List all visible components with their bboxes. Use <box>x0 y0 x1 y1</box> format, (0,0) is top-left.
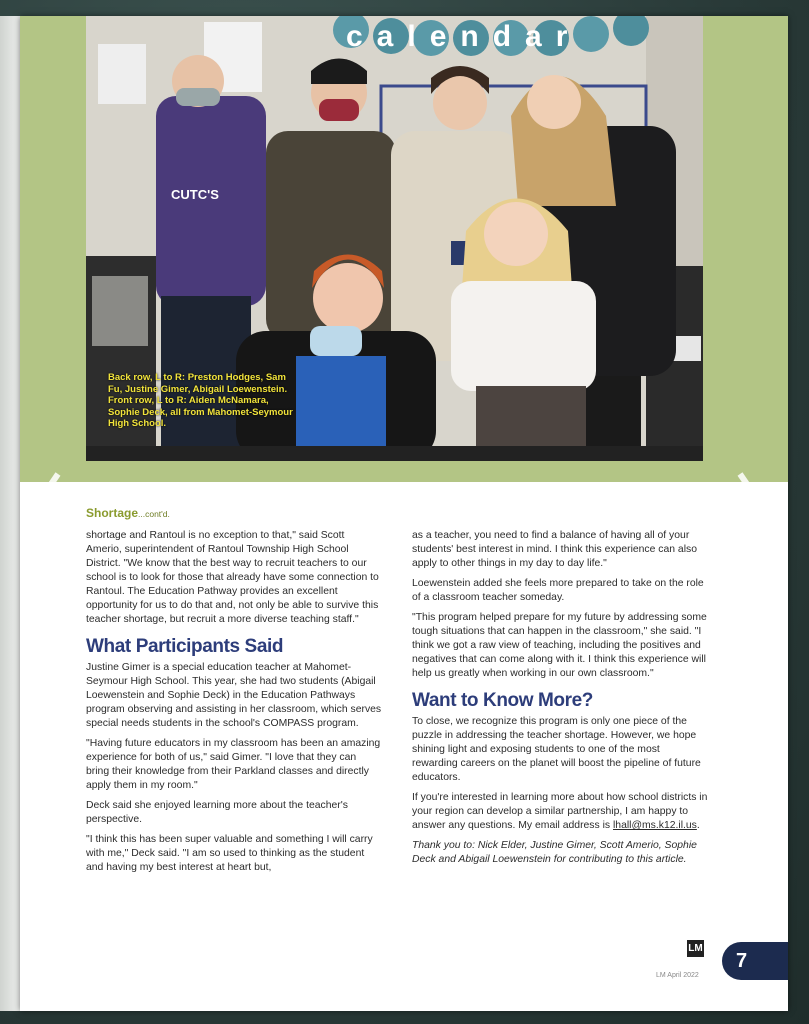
left-paragraph-2: Justine Gimer is a special education teacher at Mahomet-Seymour High School. This year, she had two students (Abigail Loewenstein and Sophie Deck) in the Education Pathways program observing and assisting in her classroom, which serves special needs students in the school's COMPASS program. <box>86 662 382 729</box>
lm-logo: LM <box>687 940 704 957</box>
right-paragraph-5 <box>412 791 708 833</box>
email-link[interactable]: lhall@ms.k12.il.us <box>612 820 697 831</box>
right-paragraph-2: Loewenstein added she feels more prepared to take on the role of a classroom teacher someday. <box>412 578 704 603</box>
left-paragraph-5: "I think this has been super valuable and something I will carry with me," Deck said. "I am so used to thinking as the student and having my best interest at heart but, <box>86 834 373 873</box>
contact-end: . <box>696 820 700 831</box>
contact-text: If you're interested in learning more about how school districts in your region can develop a similar partnership, I am happy to answer any questions. My email address is <box>412 792 708 831</box>
section-title: Shortage <box>86 506 139 520</box>
next-page-arrow-icon[interactable] <box>734 470 774 560</box>
group-photo <box>86 16 703 461</box>
issue-label: LM April 2022 <box>656 972 699 979</box>
page-number-tab: 7 <box>722 942 788 980</box>
right-paragraph-1: as a teacher, you need to find a balance of having all of your students' best interest in mind. I think this experience can also apply to other things in my day to day life." <box>412 530 697 569</box>
left-column <box>86 529 382 881</box>
left-paragraph-4: Deck said she enjoyed learning more about the teacher's perspective. <box>86 800 348 825</box>
section-label <box>86 506 170 520</box>
right-column <box>412 529 708 873</box>
left-paragraph-1: shortage and Rantoul is no exception to that," said Scott Amerio, superintendent of Rantoul Township High School District. "We know that the best way to recruit teachers to our school is to look for those that already have some connection to Rantoul. The Education Pathway provides an excellent opportunity for us to do that and, not only be able to survive this teacher shortage, but recruit a more diverse teaching staff." <box>86 530 379 625</box>
heading-know-more: Want to Know More? <box>412 690 594 711</box>
header-band <box>20 16 788 482</box>
svg-text:CUTC'S: CUTC'S <box>171 187 219 202</box>
magazine-page <box>20 16 788 1011</box>
left-paragraph-3: "Having future educators in my classroom has been an amazing experience for both of us," said Gimer. "I love that they can bring their knowledge from their Parkland classes and directly apply them in my room." <box>86 738 381 791</box>
thanks-note: Thank you to: Nick Elder, Justine Gimer, Scott Amerio, Sophie Deck and Abigail Loewenstein for contributing to this article. <box>412 840 697 865</box>
photo-caption: Back row, L to R: Preston Hodges, Sam Fu, Justine Gimer, Abigail Loewenstein. Front row, L to R: Aiden McNamara, Sophie Deck, all from Mahomet-Seymour High School. <box>108 372 293 429</box>
previous-page-arrow-icon[interactable] <box>24 470 64 560</box>
section-suffix: ...cont'd. <box>138 509 170 519</box>
heading-participants: What Participants Said <box>86 636 284 657</box>
page-spine <box>0 16 20 1011</box>
right-paragraph-3: "This program helped prepare for my future by addressing some tough situations that can happen in the classroom," she said. "I think we got a raw view of teaching, including the positives and negatives that can come along with it. I think this experience will help us greatly when working in our own classroom." <box>412 612 707 679</box>
svg-text:calendar: calendar <box>346 20 582 53</box>
right-paragraph-4: To close, we recognize this program is only one piece of the puzzle in addressing the teacher shortage. However, we hope shining light and exposing students to one of the most rewarding careers on the planet will boost the pipeline of future educators. <box>412 716 701 783</box>
